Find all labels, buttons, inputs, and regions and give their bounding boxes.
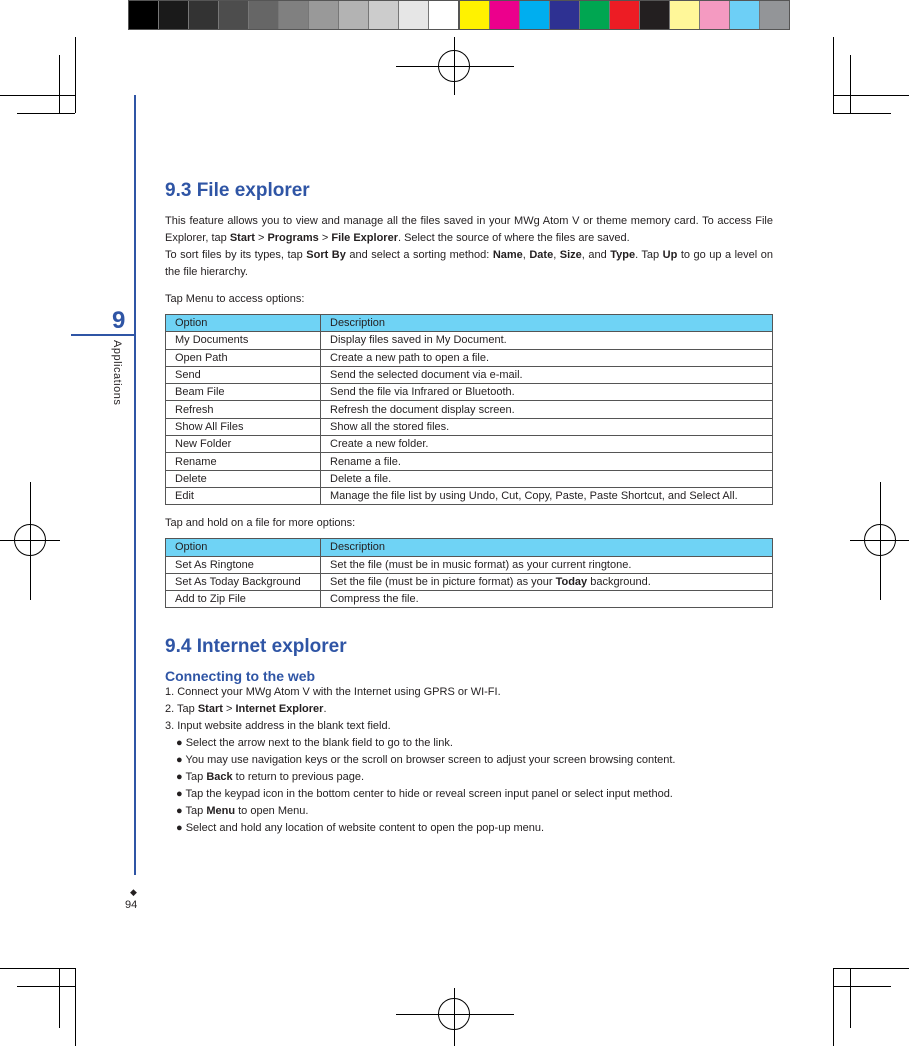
table-header-cell: Option [166,315,321,332]
option-cell: Add to Zip File [166,591,321,608]
color-swatch [309,1,339,29]
table-row [166,384,773,401]
process-color-bar [459,0,790,30]
description-cell: Set the file (must be in picture format) as your Today background. [321,573,773,590]
table-header-row [166,539,773,556]
chapter-rule [134,95,136,875]
description-cell: Send the selected document via e-mail. [321,366,773,383]
table-row [166,366,773,383]
crop-mark [833,37,834,113]
crop-mark [17,113,75,114]
option-cell: Rename [166,453,321,470]
color-swatch [369,1,399,29]
registration-line [454,37,455,95]
hold-options-intro: Tap and hold on a file for more options: [165,517,356,530]
option-cell: My Documents [166,332,321,349]
option-cell: Send [166,366,321,383]
page-marker-icon: ◆ [130,887,137,897]
option-cell: Edit [166,487,321,504]
description-cell: Display files saved in My Document. [321,332,773,349]
registration-line [454,988,455,1046]
table-header-cell: Description [321,315,773,332]
color-swatch [460,1,490,29]
list-item: ● Tap Back to return to previous page. [176,771,365,784]
description-cell: Create a new folder. [321,436,773,453]
grayscale-color-bar [128,0,459,30]
table-row [166,453,773,470]
section-title-internet-explorer: 9.4 Internet explorer [165,636,347,658]
color-swatch [730,1,760,29]
table-row [166,436,773,453]
table-row [166,591,773,608]
table-header-cell: Option [166,539,321,556]
table-row [166,573,773,590]
registration-line [396,66,514,67]
table-row [166,487,773,504]
intro-paragraph-1: This feature allows you to view and manage all the files saved in your MWg Atom V or theme memory card. To access File Explorer, tap Start > Programs > File Explorer. Select the source of where the files are saved. [165,215,773,244]
crop-mark [833,968,834,1046]
description-cell: Set the file (must be in music format) as your current ringtone. [321,556,773,573]
description-cell: Create a new path to open a file. [321,349,773,366]
crop-mark [833,968,909,969]
list-item: ● Tap Menu to open Menu. [176,805,309,818]
color-swatch [219,1,249,29]
color-swatch [249,1,279,29]
description-cell: Delete a file. [321,470,773,487]
option-cell: Delete [166,470,321,487]
table-row [166,401,773,418]
menu-options-table [165,314,773,505]
list-item: ● Select the arrow next to the blank field to go to the link. [176,737,453,750]
option-cell: Refresh [166,401,321,418]
crop-mark [59,968,60,1028]
description-cell: Show all the stored files. [321,418,773,435]
hold-options-table [165,538,773,608]
color-swatch [490,1,520,29]
description-cell: Rename a file. [321,453,773,470]
option-cell: Set As Today Background [166,573,321,590]
step-1: 1. Connect your MWg Atom V with the Internet using GPRS or WI-FI. [165,686,501,699]
option-cell: Open Path [166,349,321,366]
crop-mark [59,55,60,113]
option-cell: Show All Files [166,418,321,435]
intro-paragraph-2: To sort files by its types, tap Sort By and select a sorting method: Name, Date, Size, and Type. Tap Up to go up a level on the file hierarchy. [165,249,773,278]
crop-mark [0,968,75,969]
table-row [166,470,773,487]
color-swatch [189,1,219,29]
color-swatch [520,1,550,29]
color-swatch [159,1,189,29]
color-swatch [580,1,610,29]
option-cell: Beam File [166,384,321,401]
registration-line [396,1014,514,1015]
page-content [165,180,773,837]
option-cell: New Folder [166,436,321,453]
table-row [166,556,773,573]
color-swatch [760,1,789,29]
color-swatch [670,1,700,29]
color-swatch [610,1,640,29]
color-swatch [129,1,159,29]
color-swatch [339,1,369,29]
section-title-file-explorer: 9.3 File explorer [165,180,310,201]
color-swatch [550,1,580,29]
crop-mark [75,37,76,113]
color-swatch [700,1,730,29]
table-row [166,332,773,349]
crop-mark [833,95,909,96]
table-row [166,349,773,366]
list-item: ● You may use navigation keys or the scroll on browser screen to adjust your screen browsing content. [176,754,676,767]
table-row [166,418,773,435]
description-cell: Compress the file. [321,591,773,608]
crop-mark [833,986,891,987]
step-2: 2. Tap Start > Internet Explorer. [165,703,327,716]
color-swatch [279,1,309,29]
color-swatch [429,1,458,29]
color-swatch [640,1,670,29]
description-cell: Manage the file list by using Undo, Cut, Copy, Paste, Paste Shortcut, and Select All. [321,487,773,504]
chapter-number: 9 [112,307,126,334]
crop-mark [75,968,76,1046]
page-number: 94 [125,899,138,911]
browser-tips-list [165,735,773,837]
subsection-title-connecting: Connecting to the web [165,668,316,685]
crop-mark [17,986,75,987]
menu-options-intro: Tap Menu to access options: [165,293,305,305]
registration-line [30,482,31,600]
table-header-row [166,315,773,332]
description-cell: Send the file via Infrared or Bluetooth. [321,384,773,401]
list-item: ● Select and hold any location of website content to open the pop-up menu. [176,822,545,835]
description-cell: Refresh the document display screen. [321,401,773,418]
chapter-label: Applications [111,340,123,406]
crop-mark [850,968,851,1028]
list-item: ● Tap the keypad icon in the bottom center to hide or reveal screen input panel or select input method. [176,788,673,801]
step-3: 3. Input website address in the blank text field. [165,720,391,733]
option-cell: Set As Ringtone [166,556,321,573]
table-header-cell: Description [321,539,773,556]
crop-mark [833,113,891,114]
color-swatch [399,1,429,29]
crop-mark [850,55,851,113]
crop-mark [0,95,75,96]
registration-line [880,482,881,600]
